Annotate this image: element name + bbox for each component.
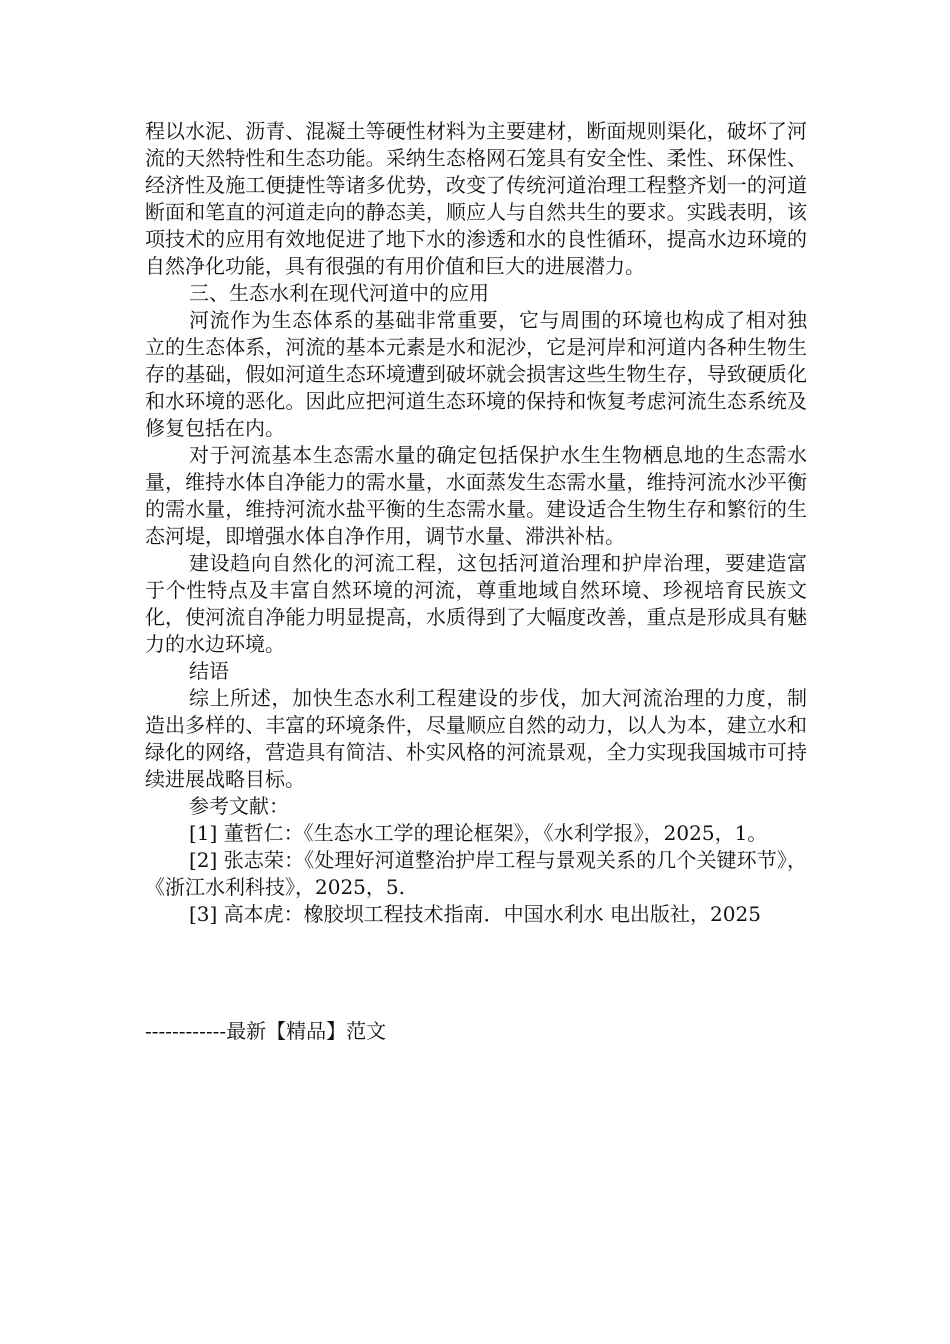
reference-item-2: [2] 张志荣：《处理好河道整治护岸工程与景观关系的几个关键环节》，《浙江水利科技》，2025，5. [145,848,807,899]
reference-item-3: [3] 高本虎：橡胶坝工程技术指南．中国水利水 电出版社，2025 [189,902,761,926]
document-body [145,118,807,928]
page-footer: ------------最新【精品】范文 [145,1019,387,1043]
paragraph-river-ecosystem: 河流作为生态体系的基础非常重要，它与周围的环境也构成了相对独立的生态体系，河流的基本元素是水和泥沙，它是河岸和河道内各种生物生存的基础，假如河道生态环境遭到破坏就会损害这些生物生存，导致硬质化和水环境的恶化。因此应把河道生态环境的保持和恢复考虑河流生态系统及修复包括在内。 [145,308,807,440]
reference-item-1: [1] 董哲仁：《生态水工学的理论框架》，《水利学报》，2025，1。 [189,821,768,845]
paragraph-water-demand: 对于河流基本生态需水量的确定包括保护水生生物栖息地的生态需水量，维持水体自净能力的需水量，水面蒸发生态需水量，维持河流水沙平衡的需水量，维持河流水盐平衡的生态需水量。建设适合生物生存和繁衍的生态河堤，即增强水体自净作用，调节水量、滞洪补枯。 [145,443,807,548]
references-heading: 参考文献： [189,794,289,818]
paragraph-conclusion: 综上所述，加快生态水利工程建设的步伐，加大河流治理的力度，制造出多样的、丰富的环境条件，尽量顺应自然的动力，以人为本，建立水和绿化的网络，营造具有简洁、朴实风格的河流景观，全力实现我国城市可持续进展战略目标。 [145,686,807,791]
paragraph-natural-engineering: 建设趋向自然化的河流工程，这包括河道治理和护岸治理，要建造富于个性特点及丰富自然环境的河流，尊重地域自然环境、珍视培育民族文化，使河流自净能力明显提高，水质得到了大幅度改善，重点是形成具有魅力的水边环境。 [145,551,807,656]
section-heading-3: 三、生态水利在现代河道中的应用 [189,281,489,305]
conclusion-heading: 结语 [189,659,229,683]
paragraph-intro-continued: 程以水泥、沥青、混凝土等硬性材料为主要建材，断面规则渠化，破坏了河流的天然特性和生态功能。采纳生态格网石笼具有安全性、柔性、环保性、经济性及施工便捷性等诸多优势，改变了传统河道治理工程整齐划一的河道断面和笔直的河道走向的静态美，顺应人与自然共生的要求。实践表明，该项技术的应用有效地促进了地下水的渗透和水的良性循环，提高水边环境的自然净化功能，具有很强的有用价值和巨大的进展潜力。 [145,119,807,278]
